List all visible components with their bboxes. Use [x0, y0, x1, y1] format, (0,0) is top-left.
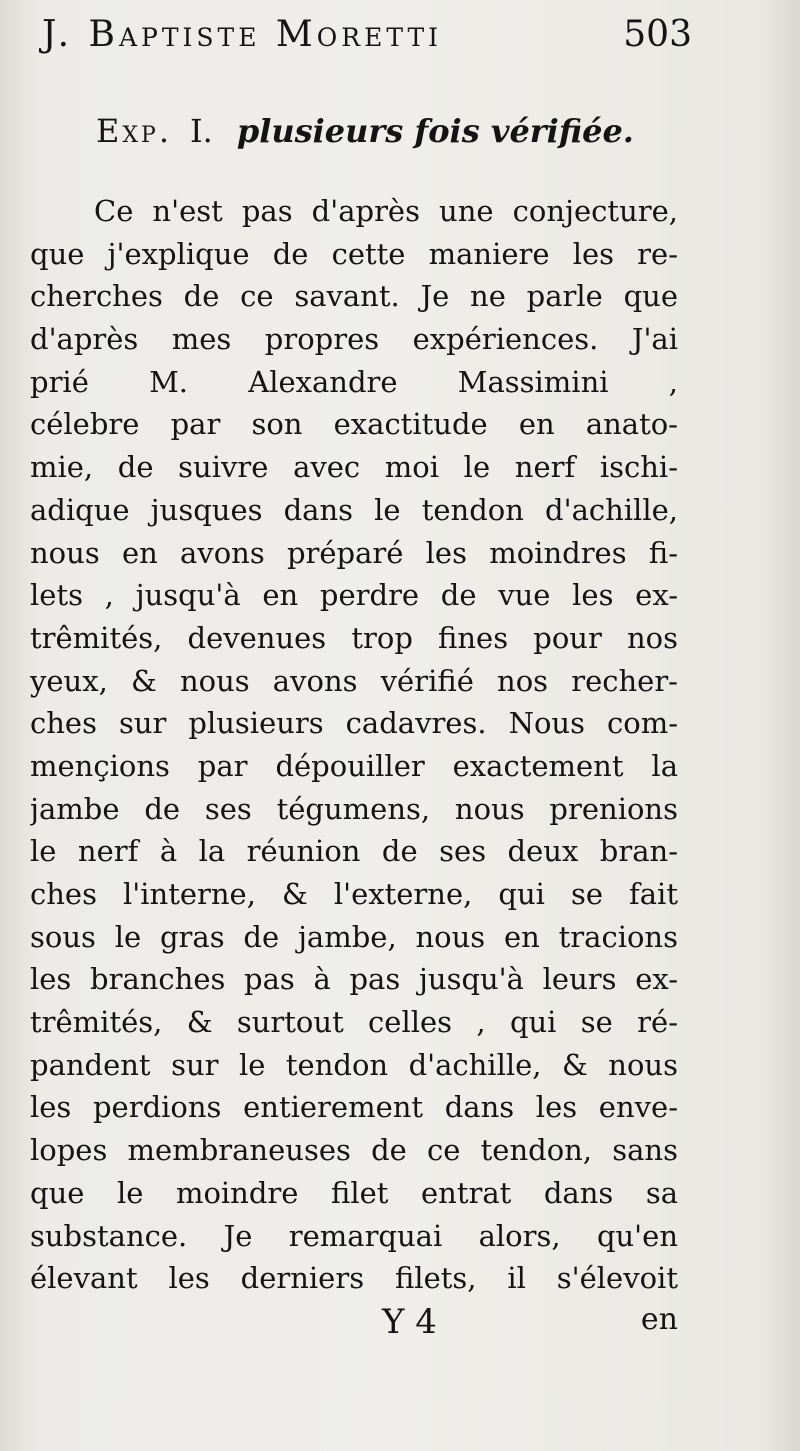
page-footer — [30, 1302, 678, 1348]
text-line: adique jusques dans le tendon d'achille, — [30, 492, 678, 527]
text-line: le nerf à la réunion de ses deux bran- — [30, 834, 678, 869]
experiment-label: Exp. — [96, 112, 172, 150]
text-line: nous en avons préparé les moindres fi- — [30, 535, 678, 570]
running-head: J. Baptiste Moretti — [42, 14, 443, 55]
text-line: pandent sur le tendon d'achille, & nous — [30, 1047, 678, 1082]
text-line: que j'explique de cette maniere les re- — [30, 236, 678, 271]
text-line: que le moindre filet entrat dans sa — [30, 1175, 678, 1210]
text-line: trêmités, & surtout celles , qui se ré- — [30, 1005, 678, 1040]
catchword: en — [640, 1302, 678, 1337]
text-line: mençions par dépouiller exactement la — [30, 748, 678, 783]
text-line: cherches de ce savant. Je ne parle que — [30, 279, 678, 314]
text-line: jambe de ses tégumens, nous prenions — [30, 791, 678, 826]
text-line: prié M. Alexandre Massimini , — [30, 364, 678, 399]
text-line: trêmités, devenues trop fines pour nos — [30, 620, 678, 655]
experiment-heading — [96, 112, 716, 150]
signature-mark: Y 4 — [382, 1302, 437, 1342]
text-line: yeux, & nous avons vérifié nos recher- — [30, 663, 678, 698]
text-line: ches l'interne, & l'externe, qui se fait — [30, 877, 678, 911]
text-line: lets , jusqu'à en perdre de vue les ex- — [30, 578, 678, 613]
text-line: mie, de suivre avec moi le nerf ischi- — [30, 450, 678, 485]
page-number: 503 — [623, 14, 692, 55]
body-text — [30, 190, 678, 1300]
text-line: d'après mes propres expériences. J'ai — [30, 322, 678, 357]
text-line: les branches pas à pas jusqu'à leurs ex- — [30, 962, 678, 997]
text-line: Ce n'est pas d'après une conjecture, — [94, 194, 678, 228]
text-line: célebre par son exactitude en anato- — [30, 407, 678, 442]
text-line: les perdions entierement dans les enve- — [30, 1090, 678, 1125]
text-line: élevant les derniers filets, il s'élevoit — [30, 1261, 678, 1296]
text-line: substance. Je remarquai alors, qu'en — [30, 1218, 678, 1253]
text-line: lopes membraneuses de ce tendon, sans — [30, 1133, 678, 1168]
page-header — [42, 14, 692, 70]
experiment-number: I. — [190, 112, 213, 150]
text-line: sous le gras de jambe, nous en tracions — [30, 919, 678, 954]
experiment-subtitle: plusieurs fois vérifiée. — [236, 112, 634, 150]
text-line: ches sur plusieurs cadavres. Nous com- — [30, 706, 678, 741]
